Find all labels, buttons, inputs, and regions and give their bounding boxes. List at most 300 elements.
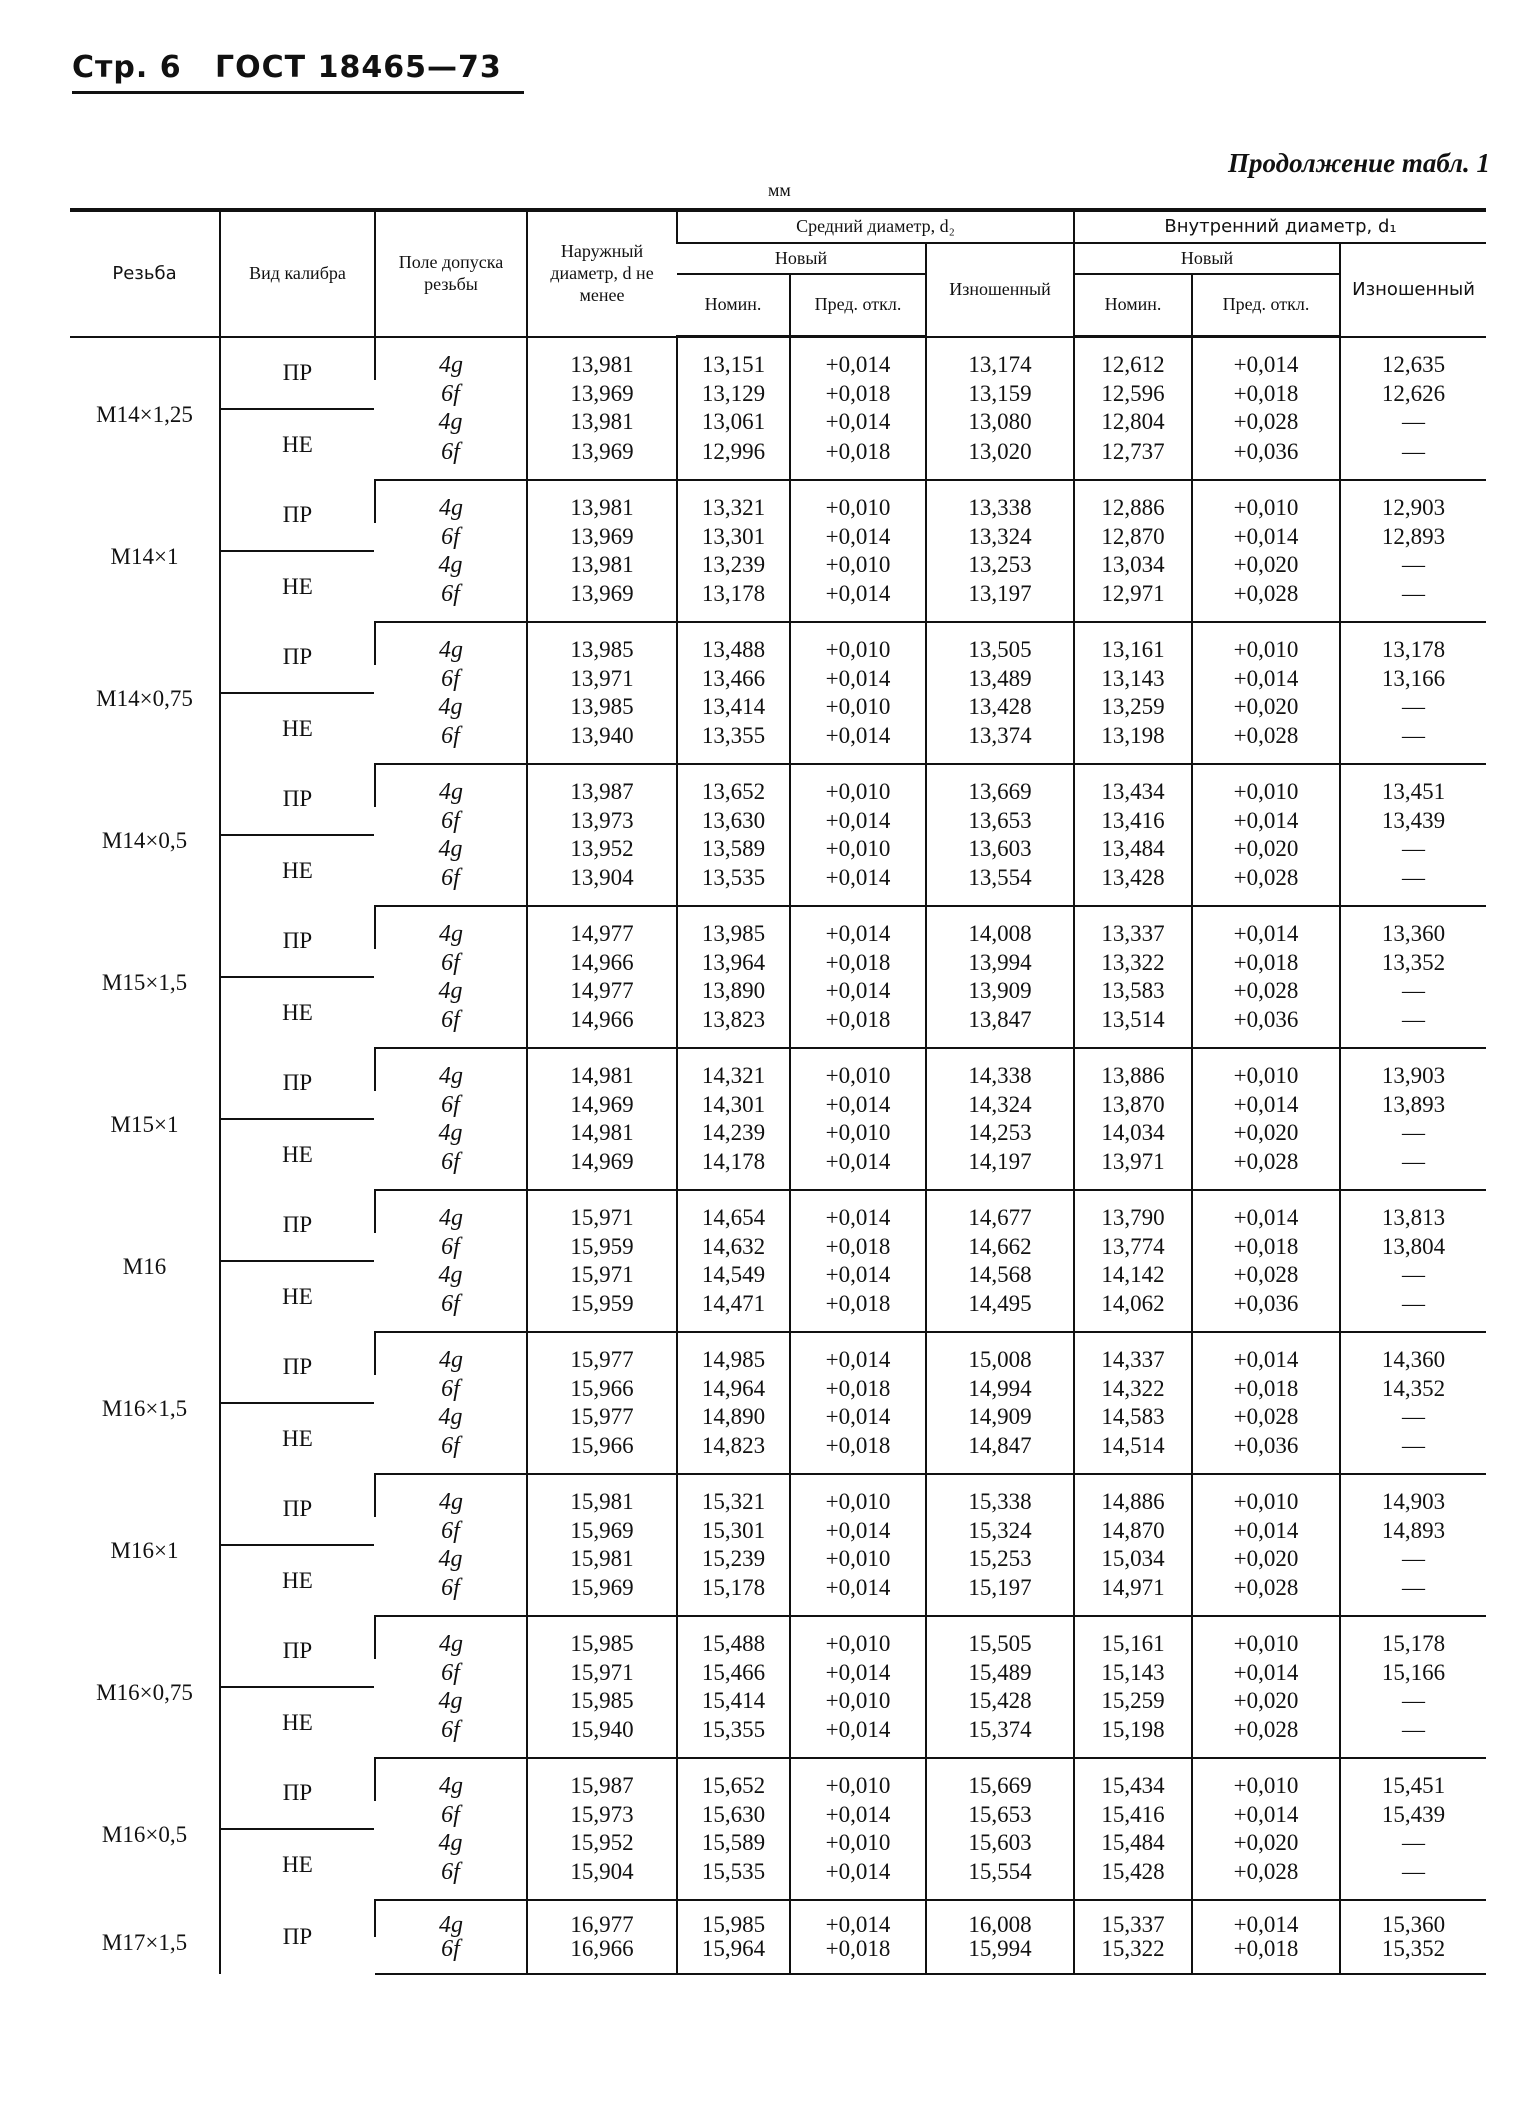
middle-nominal-cell: 15,985 [677, 1900, 790, 1937]
inner-nominal-cell: 15,161 [1074, 1616, 1192, 1659]
middle-deviation-cell: +0,010 [790, 1758, 926, 1801]
page-header [72, 50, 524, 94]
middle-worn-cell: 15,324 [926, 1517, 1074, 1545]
gauge-label: НЕ [282, 1425, 313, 1451]
outer-diameter-cell: 14,977 [527, 906, 677, 949]
middle-nominal-cell: 14,178 [677, 1147, 790, 1190]
middle-deviation-cell: +0,010 [790, 693, 926, 721]
tolerance-cell: 4g [375, 1474, 527, 1517]
middle-deviation-cell: +0,014 [790, 579, 926, 622]
tolerance-cell: 4g [438, 1545, 463, 1572]
middle-nominal-cell: 14,321 [677, 1048, 790, 1091]
middle-nominal-cell: 13,061 [677, 408, 790, 436]
thread-designation: М14×1,25 [96, 401, 193, 427]
inner-worn-cell: 13,178 [1340, 622, 1486, 665]
middle-worn-cell: 15,994 [926, 1937, 1074, 1974]
inner-deviation-cell: +0,018 [1192, 949, 1340, 977]
gauge-type-cell [220, 1900, 375, 1974]
inner-worn-cell: — [1340, 408, 1486, 436]
middle-nominal-cell: 13,321 [677, 480, 790, 523]
inner-nominal-cell: 14,971 [1074, 1573, 1192, 1616]
middle-nominal-cell: 13,151 [677, 337, 790, 381]
middle-worn-cell: 15,253 [926, 1545, 1074, 1573]
table-continuation-label: Продолжение табл. 1 [1228, 148, 1490, 178]
tolerance-cell: 6f [441, 1233, 460, 1260]
outer-diameter-cell: 15,966 [527, 1375, 677, 1403]
inner-worn-cell: — [1340, 977, 1486, 1005]
middle-deviation-cell: +0,014 [790, 1147, 926, 1190]
inner-deviation-cell: +0,018 [1192, 1937, 1340, 1974]
inner-nominal-cell: 13,337 [1074, 906, 1192, 949]
inner-nominal-cell: 13,886 [1074, 1048, 1192, 1091]
middle-worn-cell: 14,909 [926, 1403, 1074, 1431]
middle-worn-cell: 13,669 [926, 764, 1074, 807]
inner-deviation-cell: +0,010 [1192, 480, 1340, 523]
middle-nominal-cell: 14,654 [677, 1190, 790, 1233]
inner-worn-cell: 13,893 [1340, 1091, 1486, 1119]
inner-deviation-cell: +0,020 [1192, 1119, 1340, 1147]
inner-worn-cell: — [1340, 1431, 1486, 1474]
middle-deviation-cell: +0,014 [790, 337, 926, 381]
gauge-type-cell [220, 1190, 375, 1332]
inner-nominal-cell: 15,259 [1074, 1687, 1192, 1715]
middle-nominal-cell: 15,652 [677, 1758, 790, 1801]
middle-worn-cell: 13,847 [926, 1005, 1074, 1048]
tolerance-cell: 6f [375, 721, 527, 764]
inner-deviation-cell: +0,014 [1192, 523, 1340, 551]
middle-deviation-cell: +0,010 [790, 1119, 926, 1147]
middle-deviation-cell: +0,018 [790, 380, 926, 408]
middle-nominal-cell: 15,466 [677, 1659, 790, 1687]
unit-label: мм [768, 180, 791, 200]
middle-worn-cell: 15,505 [926, 1616, 1074, 1659]
middle-nominal-cell: 13,823 [677, 1005, 790, 1048]
inner-worn-cell: 15,360 [1340, 1900, 1486, 1937]
outer-diameter-cell: 13,969 [527, 523, 677, 551]
table-row [70, 337, 1486, 381]
tolerance-cell: 6f [441, 949, 460, 976]
inner-deviation-cell: +0,020 [1192, 551, 1340, 579]
inner-worn-cell: 12,626 [1340, 380, 1486, 408]
inner-worn-cell: 14,352 [1340, 1375, 1486, 1403]
tolerance-cell: 4g [375, 1332, 527, 1375]
outer-diameter-cell: 13,981 [527, 408, 677, 436]
middle-deviation-cell: +0,014 [790, 906, 926, 949]
inner-nominal-cell: 15,416 [1074, 1801, 1192, 1829]
middle-worn-cell: 15,338 [926, 1474, 1074, 1517]
middle-deviation-cell: +0,018 [790, 1005, 926, 1048]
tolerance-cell: 6f [375, 1289, 527, 1332]
inner-worn-cell: — [1340, 1261, 1486, 1289]
middle-worn-cell: 14,197 [926, 1147, 1074, 1190]
inner-deviation-cell: +0,014 [1192, 1517, 1340, 1545]
table-row [70, 622, 1486, 665]
middle-worn-cell: 13,653 [926, 807, 1074, 835]
thread-designation: М16×0,75 [96, 1679, 193, 1705]
col-middle-new: Новый [677, 243, 926, 275]
inner-worn-cell: — [1340, 1147, 1486, 1190]
middle-deviation-cell: +0,018 [790, 1233, 926, 1261]
inner-worn-cell: — [1340, 863, 1486, 906]
tolerance-cell: 6f [441, 381, 460, 408]
table-row [70, 1900, 1486, 1937]
inner-deviation-cell: +0,010 [1192, 1474, 1340, 1517]
inner-deviation-cell: +0,014 [1192, 665, 1340, 693]
middle-deviation-cell: +0,014 [790, 721, 926, 764]
table-row [70, 1616, 1486, 1659]
middle-worn-cell: 13,174 [926, 337, 1074, 381]
middle-worn-cell: 13,253 [926, 551, 1074, 579]
inner-nominal-cell: 15,434 [1074, 1758, 1192, 1801]
tolerance-cell: 6f [441, 665, 460, 692]
inner-deviation-cell: +0,020 [1192, 1545, 1340, 1573]
inner-deviation-cell: +0,028 [1192, 1857, 1340, 1900]
col-middle-worn: Изношенный [926, 243, 1074, 337]
middle-nominal-cell: 13,589 [677, 835, 790, 863]
inner-deviation-cell: +0,010 [1192, 622, 1340, 665]
inner-worn-cell: 13,451 [1340, 764, 1486, 807]
middle-deviation-cell: +0,010 [790, 764, 926, 807]
thread-designation: М17×1,5 [101, 1929, 188, 1955]
middle-worn-cell: 13,197 [926, 579, 1074, 622]
inner-worn-cell: — [1340, 1289, 1486, 1332]
tolerance-cell: 4g [438, 1261, 463, 1288]
inner-worn-cell: 12,893 [1340, 523, 1486, 551]
inner-nominal-cell: 15,484 [1074, 1829, 1192, 1857]
middle-nominal-cell: 13,652 [677, 764, 790, 807]
middle-worn-cell: 14,338 [926, 1048, 1074, 1091]
middle-nominal-cell: 14,985 [677, 1332, 790, 1375]
inner-worn-cell: 12,903 [1340, 480, 1486, 523]
col-inner-new: Новый [1074, 243, 1340, 275]
middle-worn-cell: 15,374 [926, 1715, 1074, 1758]
thread-designation: М15×1 [110, 1111, 179, 1137]
col-middle-diameter: Средний диаметр, d₂ [677, 210, 1074, 243]
inner-deviation-cell: +0,028 [1192, 1261, 1340, 1289]
inner-nominal-cell: 12,870 [1074, 523, 1192, 551]
middle-nominal-cell: 13,239 [677, 551, 790, 579]
thread-designation: М14×0,75 [96, 685, 193, 711]
inner-deviation-cell: +0,036 [1192, 1005, 1340, 1048]
tolerance-cell: 6f [441, 523, 460, 550]
col-gauge-type: Вид калибра [220, 210, 375, 337]
middle-worn-cell: 13,428 [926, 693, 1074, 721]
table-row [70, 1758, 1486, 1801]
middle-deviation-cell: +0,010 [790, 1616, 926, 1659]
middle-nominal-cell: 15,964 [677, 1937, 790, 1974]
middle-deviation-cell: +0,010 [790, 1687, 926, 1715]
inner-nominal-cell: 12,971 [1074, 579, 1192, 622]
middle-nominal-cell: 13,890 [677, 977, 790, 1005]
tolerance-cell: 4g [375, 906, 527, 949]
inner-worn-cell: — [1340, 1005, 1486, 1048]
middle-nominal-cell: 14,823 [677, 1431, 790, 1474]
middle-deviation-cell: +0,014 [790, 977, 926, 1005]
inner-nominal-cell: 13,034 [1074, 551, 1192, 579]
gauge-label: ПР [221, 1190, 374, 1262]
inner-deviation-cell: +0,010 [1192, 764, 1340, 807]
tolerance-cell: 4g [375, 1758, 527, 1801]
gauge-label: ПР [221, 1048, 374, 1120]
outer-diameter-cell: 15,985 [527, 1687, 677, 1715]
inner-deviation-cell: +0,036 [1192, 436, 1340, 479]
inner-nominal-cell: 15,428 [1074, 1857, 1192, 1900]
tolerance-cell: 4g [438, 693, 463, 720]
outer-diameter-cell: 14,969 [527, 1091, 677, 1119]
gauge-label: ПР [221, 1616, 374, 1688]
middle-worn-cell: 13,159 [926, 380, 1074, 408]
table-row [70, 1474, 1486, 1517]
inner-nominal-cell: 14,870 [1074, 1517, 1192, 1545]
gauge-type-cell [220, 1616, 375, 1758]
middle-nominal-cell: 14,471 [677, 1289, 790, 1332]
tolerance-cell: 6f [375, 436, 527, 479]
middle-nominal-cell: 14,890 [677, 1403, 790, 1431]
outer-diameter-cell: 14,977 [527, 977, 677, 1005]
inner-deviation-cell: +0,036 [1192, 1431, 1340, 1474]
tolerance-cell: 4g [438, 1119, 463, 1146]
inner-nominal-cell: 13,971 [1074, 1147, 1192, 1190]
middle-nominal-cell: 13,355 [677, 721, 790, 764]
outer-diameter-cell: 13,981 [527, 480, 677, 523]
inner-nominal-cell: 12,612 [1074, 337, 1192, 381]
inner-deviation-cell: +0,020 [1192, 1687, 1340, 1715]
middle-nominal-cell: 14,632 [677, 1233, 790, 1261]
middle-deviation-cell: +0,010 [790, 1829, 926, 1857]
inner-worn-cell: 15,178 [1340, 1616, 1486, 1659]
table-row [70, 764, 1486, 807]
inner-nominal-cell: 14,142 [1074, 1261, 1192, 1289]
middle-deviation-cell: +0,014 [790, 523, 926, 551]
outer-diameter-cell: 14,969 [527, 1147, 677, 1190]
table-row [70, 1190, 1486, 1233]
tolerance-cell: 4g [375, 764, 527, 807]
inner-deviation-cell: +0,028 [1192, 721, 1340, 764]
middle-worn-cell: 14,324 [926, 1091, 1074, 1119]
middle-deviation-cell: +0,014 [790, 1261, 926, 1289]
tolerance-cell: 6f [441, 1801, 460, 1828]
outer-diameter-cell: 15,977 [527, 1403, 677, 1431]
outer-diameter-cell: 15,973 [527, 1801, 677, 1829]
middle-worn-cell: 13,505 [926, 622, 1074, 665]
outer-diameter-cell: 14,966 [527, 949, 677, 977]
inner-deviation-cell: +0,014 [1192, 337, 1340, 381]
tolerance-cell: 4g [375, 480, 527, 523]
middle-deviation-cell: +0,010 [790, 835, 926, 863]
inner-worn-cell: — [1340, 1403, 1486, 1431]
tolerance-cell: 6f [375, 579, 527, 622]
gauge-label: НЕ [282, 573, 313, 599]
middle-deviation-cell: +0,014 [790, 1332, 926, 1375]
inner-worn-cell: 13,360 [1340, 906, 1486, 949]
gauge-label: ПР [221, 764, 374, 836]
middle-deviation-cell: +0,014 [790, 1659, 926, 1687]
outer-diameter-cell: 13,971 [527, 665, 677, 693]
tolerance-cell: 6f [441, 807, 460, 834]
inner-deviation-cell: +0,020 [1192, 835, 1340, 863]
table-row [70, 906, 1486, 949]
inner-worn-cell: 13,903 [1340, 1048, 1486, 1091]
middle-deviation-cell: +0,010 [790, 1048, 926, 1091]
inner-deviation-cell: +0,014 [1192, 1091, 1340, 1119]
middle-nominal-cell: 15,535 [677, 1857, 790, 1900]
inner-deviation-cell: +0,014 [1192, 1900, 1340, 1937]
middle-worn-cell: 13,603 [926, 835, 1074, 863]
table-row [70, 480, 1486, 523]
col-middle-nominal: Номин. [677, 274, 790, 337]
gauge-type-cell [220, 1048, 375, 1190]
tolerance-cell: 6f [375, 1147, 527, 1190]
middle-nominal-cell: 15,630 [677, 1801, 790, 1829]
inner-deviation-cell: +0,036 [1192, 1289, 1340, 1332]
inner-worn-cell: 14,893 [1340, 1517, 1486, 1545]
tolerance-cell: 4g [438, 977, 463, 1004]
outer-diameter-cell: 15,952 [527, 1829, 677, 1857]
outer-diameter-cell: 13,985 [527, 622, 677, 665]
inner-nominal-cell: 12,886 [1074, 480, 1192, 523]
outer-diameter-cell: 13,940 [527, 721, 677, 764]
outer-diameter-cell: 13,969 [527, 380, 677, 408]
inner-nominal-cell: 14,583 [1074, 1403, 1192, 1431]
inner-nominal-cell: 13,416 [1074, 807, 1192, 835]
inner-nominal-cell: 14,034 [1074, 1119, 1192, 1147]
inner-deviation-cell: +0,014 [1192, 906, 1340, 949]
tolerance-cell: 4g [438, 1687, 463, 1714]
middle-deviation-cell: +0,018 [790, 1431, 926, 1474]
outer-diameter-cell: 15,959 [527, 1289, 677, 1332]
inner-worn-cell: — [1340, 1545, 1486, 1573]
inner-deviation-cell: +0,014 [1192, 1801, 1340, 1829]
outer-diameter-cell: 13,969 [527, 436, 677, 479]
table-body [70, 337, 1486, 1974]
tolerance-cell: 4g [438, 1403, 463, 1430]
inner-worn-cell: — [1340, 1119, 1486, 1147]
gauge-label: НЕ [282, 1283, 313, 1309]
table-row [70, 1332, 1486, 1375]
middle-nominal-cell: 14,549 [677, 1261, 790, 1289]
inner-nominal-cell: 12,737 [1074, 436, 1192, 479]
inner-nominal-cell: 14,514 [1074, 1431, 1192, 1474]
inner-deviation-cell: +0,018 [1192, 380, 1340, 408]
middle-worn-cell: 16,008 [926, 1900, 1074, 1937]
gauge-label: НЕ [282, 1851, 313, 1877]
outer-diameter-cell: 15,981 [527, 1474, 677, 1517]
outer-diameter-cell: 13,952 [527, 835, 677, 863]
gauge-label: НЕ [282, 857, 313, 883]
outer-diameter-cell: 15,971 [527, 1659, 677, 1687]
middle-nominal-cell: 15,321 [677, 1474, 790, 1517]
outer-diameter-cell: 15,981 [527, 1545, 677, 1573]
inner-worn-cell: 12,635 [1340, 337, 1486, 381]
inner-nominal-cell: 12,596 [1074, 380, 1192, 408]
middle-deviation-cell: +0,014 [790, 1801, 926, 1829]
gauge-label: ПР [221, 1758, 374, 1830]
inner-nominal-cell: 13,322 [1074, 949, 1192, 977]
middle-worn-cell: 14,568 [926, 1261, 1074, 1289]
gauge-label: ПР [221, 622, 374, 694]
tolerance-cell: 6f [375, 1715, 527, 1758]
tolerance-cell: 6f [375, 1937, 527, 1974]
middle-deviation-cell: +0,010 [790, 622, 926, 665]
middle-nominal-cell: 13,630 [677, 807, 790, 835]
outer-diameter-cell: 14,966 [527, 1005, 677, 1048]
col-inner-nominal: Номин. [1074, 274, 1192, 337]
middle-deviation-cell: +0,014 [790, 408, 926, 436]
inner-nominal-cell: 14,337 [1074, 1332, 1192, 1375]
inner-nominal-cell: 13,259 [1074, 693, 1192, 721]
inner-nominal-cell: 13,428 [1074, 863, 1192, 906]
middle-deviation-cell: +0,014 [790, 863, 926, 906]
middle-deviation-cell: +0,018 [790, 1289, 926, 1332]
col-middle-deviation: Пред. откл. [790, 274, 926, 337]
gauge-label: НЕ [282, 431, 313, 457]
middle-deviation-cell: +0,010 [790, 480, 926, 523]
tolerance-cell: 4g [375, 1190, 527, 1233]
middle-worn-cell: 13,994 [926, 949, 1074, 977]
middle-deviation-cell: +0,010 [790, 1545, 926, 1573]
gauge-label: ПР [221, 1474, 374, 1546]
inner-nominal-cell: 14,886 [1074, 1474, 1192, 1517]
outer-diameter-cell: 13,985 [527, 693, 677, 721]
middle-worn-cell: 15,669 [926, 1758, 1074, 1801]
middle-worn-cell: 13,554 [926, 863, 1074, 906]
inner-nominal-cell: 13,774 [1074, 1233, 1192, 1261]
inner-deviation-cell: +0,028 [1192, 1715, 1340, 1758]
middle-deviation-cell: +0,014 [790, 1517, 926, 1545]
inner-nominal-cell: 13,583 [1074, 977, 1192, 1005]
middle-nominal-cell: 13,129 [677, 380, 790, 408]
outer-diameter-cell: 14,981 [527, 1048, 677, 1091]
outer-diameter-cell: 16,966 [527, 1937, 677, 1974]
inner-nominal-cell: 15,337 [1074, 1900, 1192, 1937]
inner-nominal-cell: 15,322 [1074, 1937, 1192, 1974]
middle-worn-cell: 15,197 [926, 1573, 1074, 1616]
inner-deviation-cell: +0,014 [1192, 1190, 1340, 1233]
middle-nominal-cell: 15,178 [677, 1573, 790, 1616]
thread-gauge-table [70, 208, 1486, 1975]
inner-worn-cell: — [1340, 1687, 1486, 1715]
tolerance-cell: 4g [438, 1829, 463, 1856]
inner-nominal-cell: 15,198 [1074, 1715, 1192, 1758]
inner-deviation-cell: +0,014 [1192, 807, 1340, 835]
gauge-label: НЕ [282, 1709, 313, 1735]
outer-diameter-cell: 15,977 [527, 1332, 677, 1375]
inner-nominal-cell: 13,161 [1074, 622, 1192, 665]
outer-diameter-cell: 15,971 [527, 1261, 677, 1289]
middle-worn-cell: 13,338 [926, 480, 1074, 523]
table-row [70, 1048, 1486, 1091]
middle-deviation-cell: +0,014 [790, 1190, 926, 1233]
col-inner-diameter: Внутренний диаметр, d₁ [1074, 210, 1486, 243]
gauge-type-cell [220, 480, 375, 622]
outer-diameter-cell: 13,969 [527, 579, 677, 622]
inner-nominal-cell: 13,198 [1074, 721, 1192, 764]
gauge-label: НЕ [282, 1567, 313, 1593]
middle-deviation-cell: +0,014 [790, 1403, 926, 1431]
gauge-label: ПР [221, 480, 374, 552]
middle-worn-cell: 13,489 [926, 665, 1074, 693]
page-label: Стр. 6 [72, 50, 182, 85]
middle-worn-cell: 15,603 [926, 1829, 1074, 1857]
outer-diameter-cell: 15,971 [527, 1190, 677, 1233]
thread-designation: М16×0,5 [101, 1821, 188, 1847]
middle-worn-cell: 14,495 [926, 1289, 1074, 1332]
middle-deviation-cell: +0,018 [790, 949, 926, 977]
gauge-label: ПР [221, 1332, 374, 1404]
inner-worn-cell: 15,451 [1340, 1758, 1486, 1801]
middle-worn-cell: 13,324 [926, 523, 1074, 551]
middle-worn-cell: 15,008 [926, 1332, 1074, 1375]
